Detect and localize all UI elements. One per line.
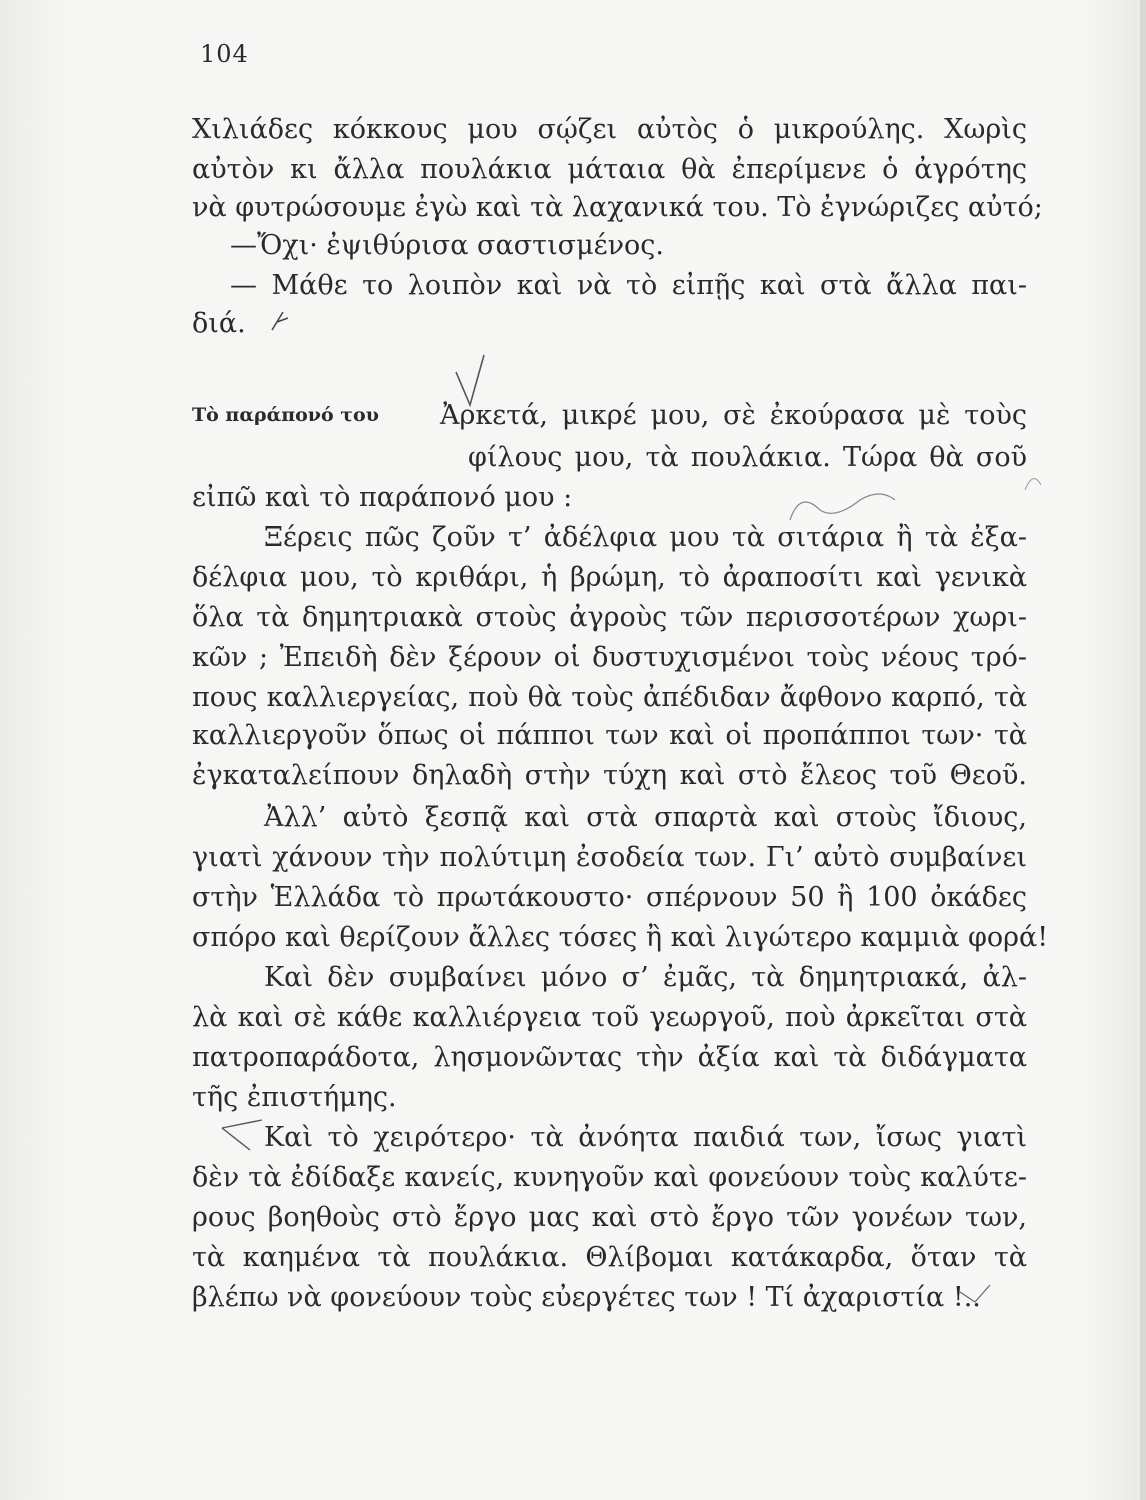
text-line: Ἀλλ’ αὐτὸ ξεσπᾷ καὶ στὰ σπαρτὰ καὶ στοὺς ἴδιους, [264,802,1027,833]
text-line: τῆς ἐπιστήμης. [192,1082,397,1113]
text-line: Καὶ τὸ χειρότερο· τὰ ἀνόητα παιδιά των, ἴσως γιατὶ [264,1122,1027,1153]
section-heading: Τὸ παράπονό του [192,404,379,426]
text-line: διά. [192,308,246,339]
text-line: πατροπαράδοτα, λησμονῶντας τὴν ἀξία καὶ τὰ διδάγματα [192,1042,1027,1073]
page-number: 104 [200,40,249,68]
text-line: βλέπω νὰ φονεύουν τοὺς εὐεργέτες των ! Τί ἀχαριστία !.. [192,1282,981,1313]
text-line: Καὶ δὲν συμβαίνει μόνο σ’ ἐμᾶς, τὰ δημητριακά, ἀλ- [264,962,1027,993]
text-line: καλλιεργοῦν ὅπως οἱ πάπποι των καὶ οἱ προπάπποι των· τὰ [192,720,1027,751]
text-line: εἰπῶ καὶ τὸ παράπονό μου : [192,482,573,513]
text-line: φίλους μου, τὰ πουλάκια. Τώρα θὰ σοῦ [468,442,1027,473]
text-line: νὰ φυτρώσουμε ἐγὼ καὶ τὰ λαχανικά του. Τὸ ἐγνώριζες αὐτό; [192,192,1043,223]
text-line: ὅλα τὰ δημητριακὰ στοὺς ἀγροὺς τῶν περισσοτέρων χωρι- [192,602,1027,633]
text-line: Ξέρεις πῶς ζοῦν τ’ ἀδέλφια μου τὰ σιτάρια ἢ τὰ ἐξα- [264,522,1027,553]
text-line: λὰ καὶ σὲ κάθε καλλιέργεια τοῦ γεωργοῦ, ποὺ ἀρκεῖται στὰ [192,1002,1027,1033]
text-line: κῶν ; Ἐπειδὴ δὲν ξέρουν οἱ δυστυχισμένοι τοὺς νέους τρό- [192,642,1027,673]
text-line: στὴν Ἑλλάδα τὸ πρωτάκουστο· σπέρνουν 50 ἢ 100 ὀκάδες [192,882,1027,913]
text-line: αὐτὸν κι ἄλλα πουλάκια μάταια θὰ ἐπερίμενε ὁ ἀγρότης [192,154,1027,185]
text-line: γιατὶ χάνουν τὴν πολύτιμη ἐσοδεία των. Γι’ αὐτὸ συμβαίνει [192,842,1027,873]
text-line: τὰ καημένα τὰ πουλάκια. Θλίβομαι κατάκαρδα, ὅταν τὰ [192,1242,1027,1273]
text-line: —Ὄχι· ἐψιθύρισα σαστισμένος. [230,230,664,261]
text-line: σπόρο καὶ θερίζουν ἄλλες τόσες ἢ καὶ λιγώτερο καμμιὰ φορά! [192,922,1049,953]
text-line: ρους βοηθοὺς στὸ ἔργο μας καὶ στὸ ἔργο τῶν γονέων των, [192,1202,1027,1233]
text-line: ἐγκαταλείπουν δηλαδὴ στὴν τύχη καὶ στὸ ἔλεος τοῦ Θεοῦ. [192,760,1027,791]
page-edge [1140,0,1146,1500]
text-line: δέλφια μου, τὸ κριθάρι, ἡ βρώμη, τὸ ἀραποσίτι καὶ γενικὰ [192,562,1027,593]
text-line: — Μάθε το λοιπὸν καὶ νὰ τὸ εἰπῇς καὶ στὰ ἄλλα παι- [230,270,1027,301]
text-line: πους καλλιεργείας, ποὺ θὰ τοὺς ἀπέδιδαν ἄφθονο καρπό, τὰ [192,682,1027,713]
text-line: δὲν τὰ ἐδίδαξε κανείς, κυνηγοῦν καὶ φονεύουν τοὺς καλύτε- [192,1162,1027,1193]
text-line: Χιλιάδες κόκκους μου σῴζει αὐτὸς ὁ μικρούλης. Χωρὶς [192,114,1027,145]
text-line: Ἀρκετά, μικρέ μου, σὲ ἐκούρασα μὲ τοὺς [440,400,1027,431]
